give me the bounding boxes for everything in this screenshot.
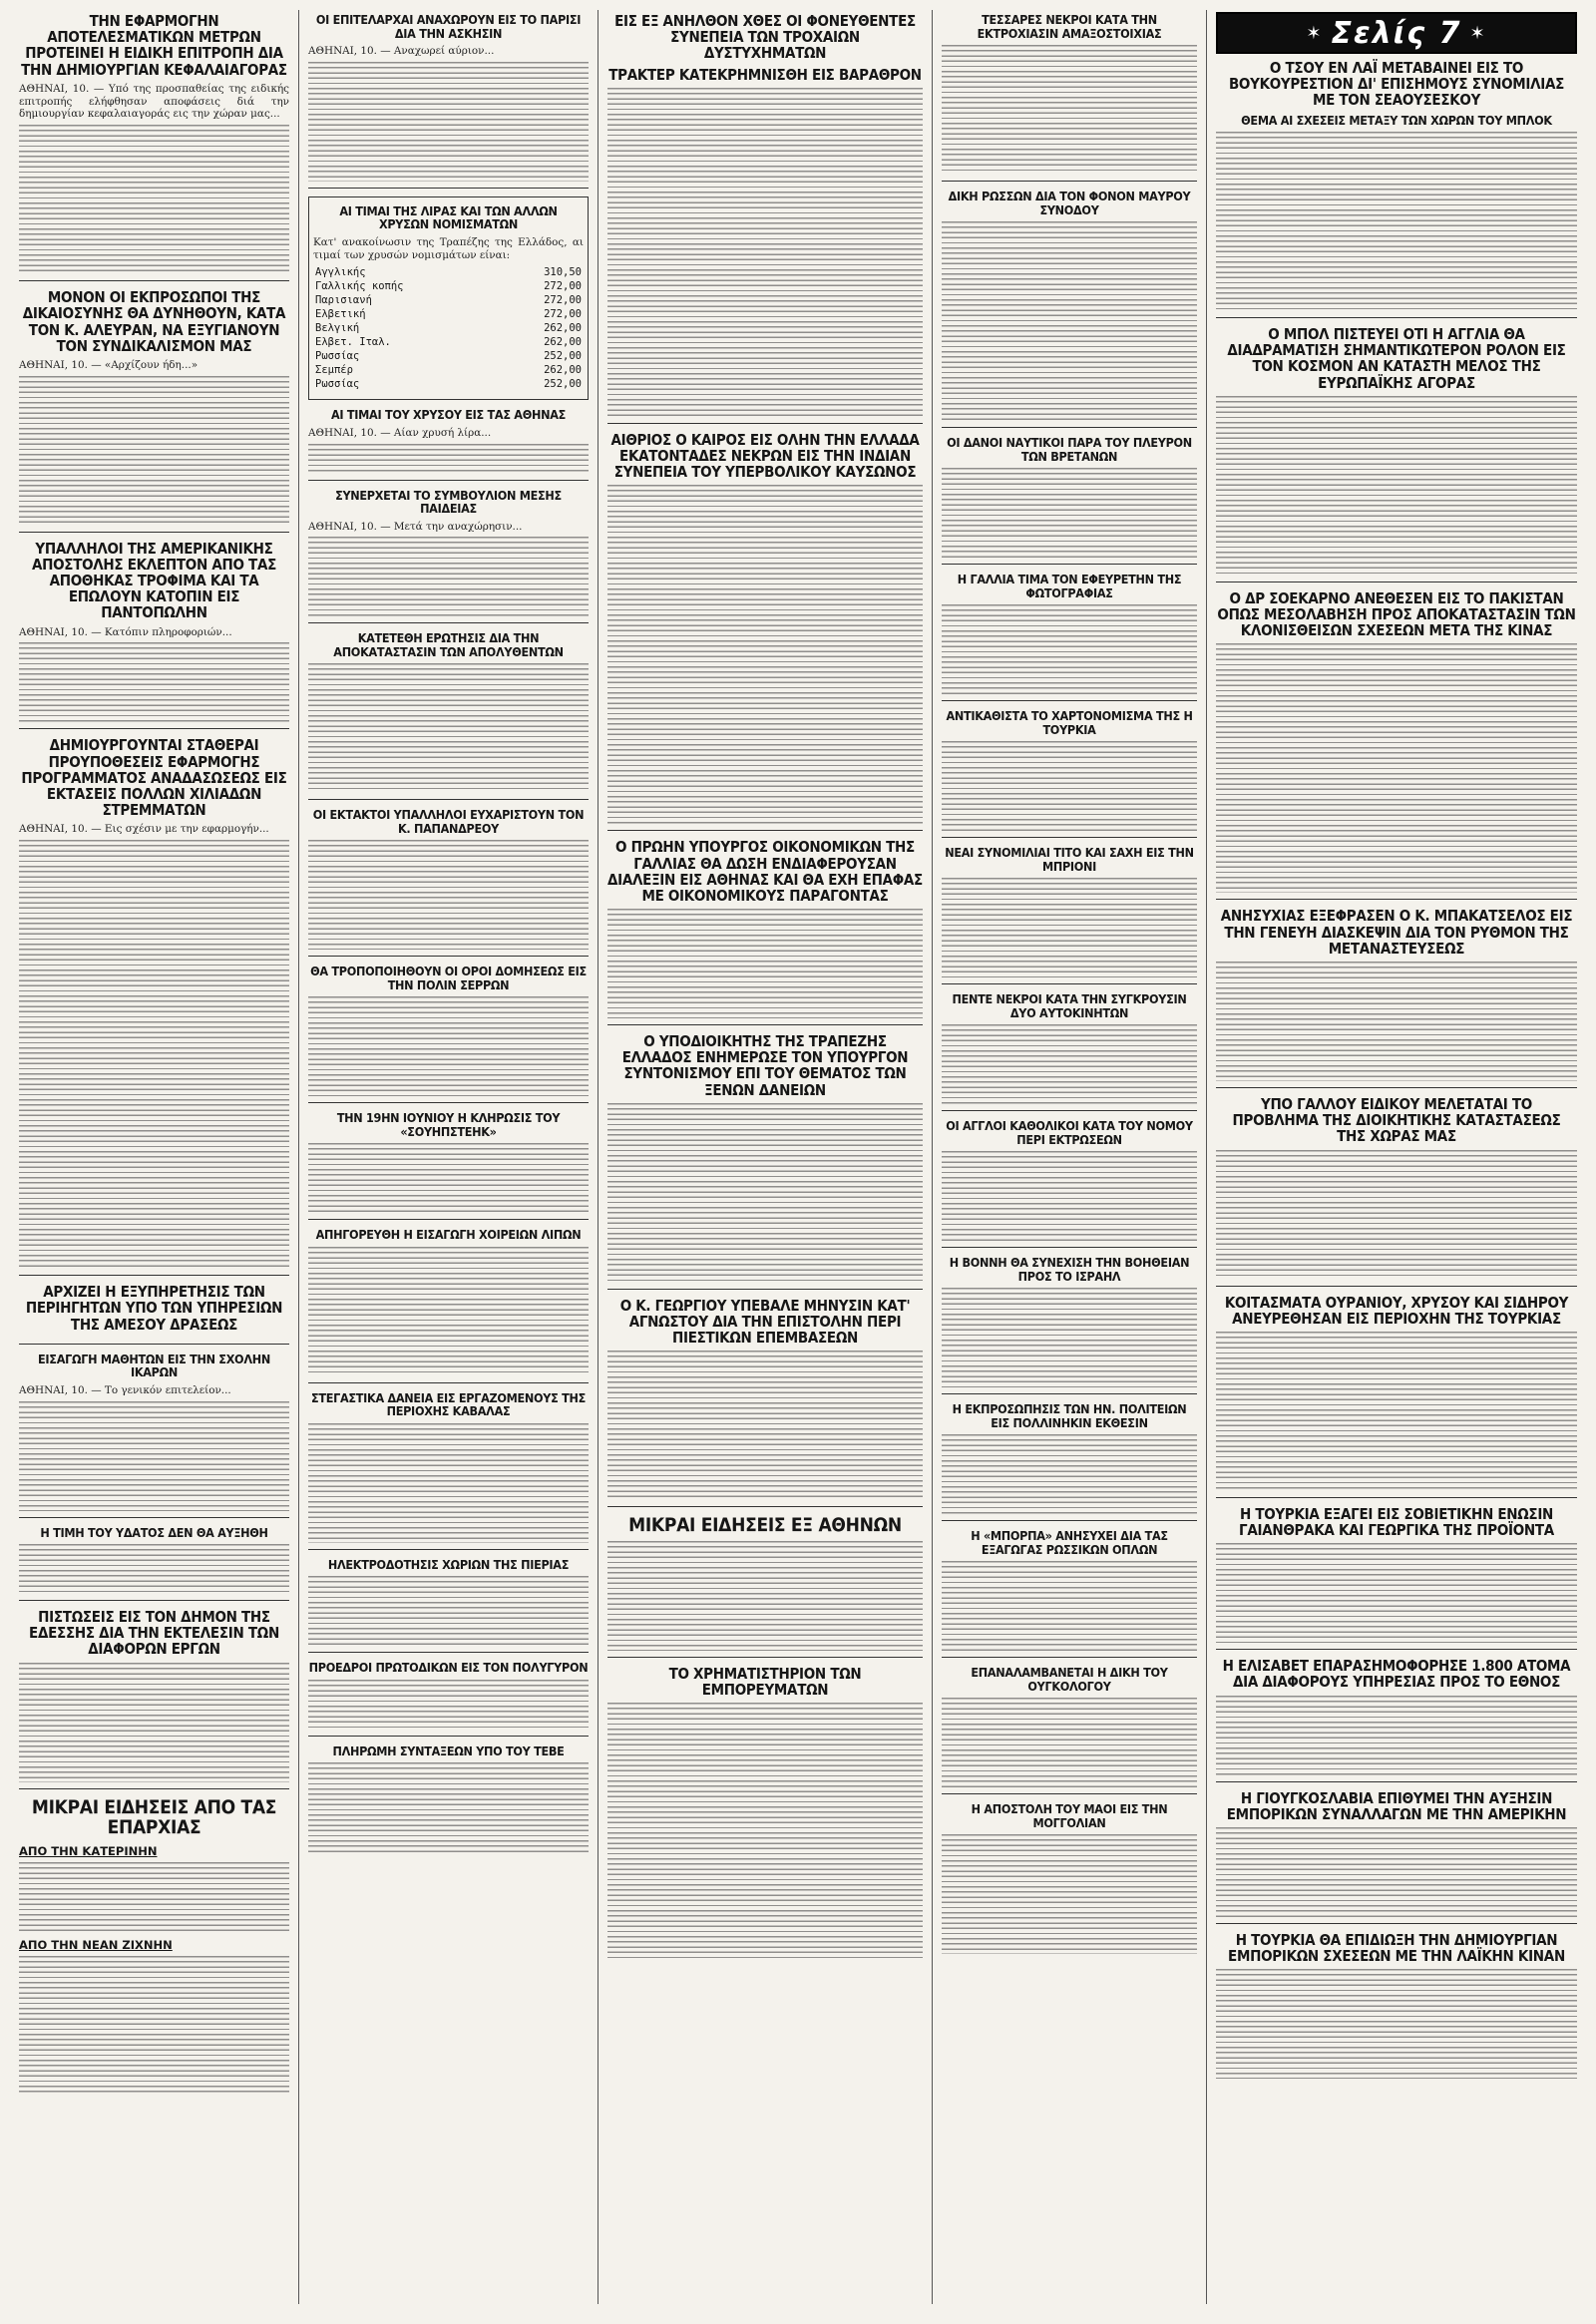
article xyxy=(19,13,289,281)
gold-price-row xyxy=(313,321,584,335)
article-text xyxy=(607,1541,923,1651)
article xyxy=(942,1666,1197,1794)
headline: ΟΙ ΔΑΝΟΙ ΝΑΥΤΙΚΟΙ ΠΑΡΑ ΤΟΥ ΠΛΕΥΡΟΝ ΤΩΝ ΒΡΕΤΑΝΩΝ xyxy=(947,435,1192,464)
headline: ΕΠΑΝΑΛΑΜΒΑΝΕΤΑΙ Η ΔΙΚΗ ΤΟΥ ΟΥΓΚΟΛΟΓΟΥ xyxy=(971,1665,1168,1694)
headline: ΟΙ ΕΚΤΑΚΤΟΙ ΥΠΑΛΛΗΛΟΙ ΕΥΧΑΡΙΣΤΟΥΝ ΤΟΝ Κ. ΠΑΠΑΝΔΡΕΟΥ xyxy=(312,807,585,836)
page-masthead: ✶ Σελίς 7 ✶ xyxy=(1216,12,1577,54)
column-4 xyxy=(933,10,1207,2304)
article-text xyxy=(942,221,1197,421)
coin-name: Ρωσσίας xyxy=(315,378,360,391)
article-text xyxy=(19,376,289,526)
article-text xyxy=(607,909,923,1018)
article xyxy=(942,573,1197,701)
article xyxy=(942,709,1197,838)
headline: ΕΙΣ ΕΞ ΑΝΗΛΘΟΝ ΧΘΕΣ ΟΙ ΦΟΝΕΥΘΕΝΤΕΣ ΣΥΝΕΠΕΙΑ ΤΩΝ ΤΡΟΧΑΙΩΝ ΔΥΣΤΥΧΗΜΑΤΩΝ xyxy=(614,12,916,63)
column-3 xyxy=(598,10,933,2304)
coin-price: 272,00 xyxy=(544,308,582,321)
article-text xyxy=(1216,643,1577,893)
headline: ΠΙΣΤΩΣΕΙΣ ΕΙΣ ΤΟΝ ΔΗΜΟΝ ΤΗΣ ΕΔΕΣΣΗΣ ΔΙΑ ΤΗΝ ΕΚΤΕΛΕΣΙΝ ΤΩΝ ΔΙΑΦΟΡΩΝ ΕΡΓΩΝ xyxy=(29,1608,279,1659)
article xyxy=(19,1526,289,1602)
headline: ΜΙΚΡΑΙ ΕΙΔΗΣΕΙΣ ΕΞ ΑΘΗΝΩΝ xyxy=(628,1514,902,1537)
article xyxy=(942,1402,1197,1521)
article xyxy=(1216,1790,1577,1924)
article xyxy=(942,1802,1197,1960)
headline: ΤΟ ΧΡΗΜΑΤΙΣΤΗΡΙΟΝ ΤΩΝ ΕΜΠΟΡΕΥΜΑΤΩΝ xyxy=(668,1664,862,1700)
article-text xyxy=(308,663,589,793)
headline: ΑΙ ΤΙΜΑΙ ΤΟΥ ΧΡΥΣΟΥ ΕΙΣ ΤΑΣ ΑΘΗΝΑΣ xyxy=(331,407,566,423)
article-text xyxy=(1216,1969,1577,2079)
coin-name: Αγγλικής xyxy=(315,266,366,279)
article xyxy=(19,289,289,533)
article-body: ΑΘΗΝΑΙ, 10. — Εις σχέσιν με την εφαρμογήν... xyxy=(19,823,269,836)
gold-price-row xyxy=(313,307,584,321)
headline: ΔΗΜΙΟΥΡΓΟΥΝΤΑΙ ΣΤΑΘΕΡΑΙ ΠΡΟΥΠΟΘΕΣΕΙΣ ΕΦΑΡΜΟΓΗΣ ΠΡΟΓΡΑΜΜΑΤΟΣ ΑΝΑΔΑΣΩΣΕΩΣ ΕΙΣ ΕΚΤΑΣΕΙΣ ΠΟΛΛΩΝ ΧΙΛΙΑΔΩΝ ΣΤΡΕΜΜΑΤΩΝ xyxy=(21,736,287,820)
headline: Η ΕΚΠΡΟΣΩΠΗΣΙΣ ΤΩΝ ΗΝ. ΠΟΛΙΤΕΙΩΝ ΕΙΣ ΠΟΛΛΙΝΗΚΙΝ ΕΚΘΕΣΙΝ xyxy=(952,1401,1187,1430)
headline: ΚΑΤΕΤΕΘΗ ΕΡΩΤΗΣΙΣ ΔΙΑ ΤΗΝ ΑΠΟΚΑΤΑΣΤΑΣΙΝ ΤΩΝ ΑΠΟΛΥΘΕΝΤΩΝ xyxy=(333,630,564,659)
article-text xyxy=(1216,1696,1577,1775)
province-section xyxy=(19,1797,289,2102)
headline: ΤΕΣΣΑΡΕΣ ΝΕΚΡΟΙ ΚΑΤΑ ΤΗΝ ΕΚΤΡΟΧΙΑΣΙΝ ΑΜΑΞΟΣΤΟΙΧΙΑΣ xyxy=(977,12,1162,41)
headline: ΠΛΗΡΩΜΗ ΣΥΝΤΑΞΕΩΝ ΥΠΟ ΤΟΥ ΤΕΒΕ xyxy=(332,1743,565,1758)
article-text xyxy=(19,1862,289,1932)
headline: ΠΕΝΤΕ ΝΕΚΡΟΙ ΚΑΤΑ ΤΗΝ ΣΥΓΚΡΟΥΣΙΝ ΔΥΟ ΑΥΤΟΚΙΝΗΤΩΝ xyxy=(952,991,1187,1020)
article-text xyxy=(942,1834,1197,1954)
gold-prices-box xyxy=(308,196,589,401)
coin-price: 272,00 xyxy=(544,280,582,293)
article xyxy=(1216,60,1577,318)
headline: ΕΙΣΑΓΩΓΗ ΜΑΘΗΤΩΝ ΕΙΣ ΤΗΝ ΣΧΟΛΗΝ ΙΚΑΡΩΝ xyxy=(38,1351,270,1380)
gold-price-row xyxy=(313,279,584,293)
article xyxy=(942,1529,1197,1658)
gold-price-row xyxy=(313,335,584,349)
article xyxy=(1216,1932,1577,2085)
coin-price: 252,00 xyxy=(544,378,582,391)
article-text xyxy=(942,468,1197,558)
coin-price: 252,00 xyxy=(544,350,582,363)
headline: Ο ΔΡ ΣΟΕΚΑΡΝΟ ΑΝΕΘΕΣΕΝ ΕΙΣ ΤΟ ΠΑΚΙΣΤΑΝ ΟΠΩΣ ΜΕΣΟΛΑΒΗΣΗ ΠΡΟΣ ΑΠΟΚΑΤΑΣΤΑΣΙΝ ΤΩΝ ΚΛΟΝΙΣΘΕΙΣΩΝ ΣΧΕΣΕΩΝ ΜΕΤΑ ΤΗΣ ΚΙΝΑΣ xyxy=(1217,588,1576,640)
article xyxy=(19,1609,289,1789)
article-text xyxy=(1216,1543,1577,1643)
article-text xyxy=(308,444,589,474)
subheading: ΑΠΟ ΤΗΝ ΝΕΑΝ ΖΙΧΝΗΝ xyxy=(19,1937,173,1952)
headline: ΚΟΙΤΑΣΜΑΤΑ ΟΥΡΑΝΙΟΥ, ΧΡΥΣΟΥ ΚΑΙ ΣΙΔΗΡΟΥ ΑΝΕΥΡΕΘΗΣΑΝ ΕΙΣ ΠΕΡΙΟΧΗΝ ΤΗΣ ΤΟΥΡΚΙΑΣ xyxy=(1224,1293,1569,1328)
article-text xyxy=(607,1703,923,1962)
article-body: ΑΘΗΝΑΙ, 10. — Υπό της προσπαθείας της ειδικής επιτροπής ελήφθησαν αποφάσεις διά την δημιουργίαν κεφαλαιαγοράς εις την χώραν μας... xyxy=(19,82,289,121)
headline: ΤΗΝ 19ΗΝ ΙΟΥΝΙΟΥ Η ΚΛΗΡΩΣΙΣ ΤΟΥ «ΣΟΥΗΠΣΤΕΗΚ» xyxy=(336,1110,561,1139)
headline: ΥΠΟ ΓΑΛΛΟΥ ΕΙΔΙΚΟΥ ΜΕΛΕΤΑΤΑΙ ΤΟ ΠΡΟΒΛΗΜΑ ΤΗΣ ΔΙΟΙΚΗΤΙΚΗΣ ΚΑΤΑΣΤΑΣΕΩΣ ΤΗΣ ΧΩΡΑΣ ΜΑΣ xyxy=(1232,1094,1561,1146)
headline: Η «ΜΠΟΡΠΑ» ΑΝΗΣΥΧΕΙ ΔΙΑ ΤΑΣ ΕΞΑΓΩΓΑΣ ΡΩΣΣΙΚΩΝ ΟΠΛΩΝ xyxy=(971,1528,1168,1557)
headline: ΜΙΚΡΑΙ ΕΙΔΗΣΕΙΣ ΑΠΟ ΤΑΣ ΕΠΑΡΧΙΑΣ xyxy=(31,1795,277,1839)
article xyxy=(308,808,589,957)
article xyxy=(1216,1096,1577,1287)
article xyxy=(308,1744,589,1859)
article xyxy=(308,489,589,624)
article xyxy=(1216,908,1577,1088)
coin-price: 262,00 xyxy=(544,336,582,349)
headline: Η ΤΙΜΗ ΤΟΥ ΥΔΑΤΟΣ ΔΕΝ ΘΑ ΑΥΞΗΘΗ xyxy=(40,1524,268,1540)
article-text xyxy=(942,1698,1197,1787)
headline: Η ΓΑΛΛΙΑ ΤΙΜΑ ΤΟΝ ΕΦΕΥΡΕΤΗΝ ΤΗΣ ΦΩΤΟΓΡΑΦΙΑΣ xyxy=(957,572,1182,600)
article-body: ΑΘΗΝΑΙ, 10. — Κατόπιν πληροφοριών... xyxy=(19,625,232,638)
headline: ΑΝΗΣΥΧΙΑΣ ΕΞΕΦΡΑΣΕΝ Ο Κ. ΜΠΑΚΑΤΣΕΛΟΣ ΕΙΣ ΤΗΝ ΓΕΝΕΥΗ ΔΙΑΣΚΕΨΙΝ ΔΙΑ ΤΟΝ ΡΥΘΜΟΝ ΤΗΣ ΜΕΤΑΝΑΣΤΕΥΣΕΩΣ xyxy=(1220,907,1573,958)
headline: ΤΗΝ ΕΦΑΡΜΟΓΗΝ ΑΠΟΤΕΛΕΣΜΑΤΙΚΩΝ ΜΕΤΡΩΝ ΠΡΟΤΕΙΝΕΙ Η ΕΙΔΙΚΗ ΕΠΙΤΡΟΠΗ ΔΙΑ ΤΗΝ ΔΗΜΙΟΥΡΓΙΑΝ ΚΕΦΑΛΑΙΑΓΟΡΑΣ xyxy=(21,12,287,79)
headline: Η ΓΙΟΥΓΚΟΣΛΑΒΙΑ ΕΠΙΘΥΜΕΙ ΤΗΝ ΑΥΞΗΣΙΝ ΕΜΠΟΡΙΚΩΝ ΣΥΝΑΛΛΑΓΩΝ ΜΕ ΤΗΝ ΑΜΕΡΙΚΗΝ xyxy=(1226,1788,1567,1823)
article xyxy=(942,992,1197,1111)
article-text xyxy=(1216,132,1577,311)
article-text xyxy=(19,642,289,722)
headline: Ο ΜΠΟΛ ΠΙΣΤΕΥΕΙ ΟΤΙ Η ΑΓΓΛΙΑ ΘΑ ΔΙΑΔΡΑΜΑΤΙΣΗ ΣΗΜΑΝΤΙΚΩΤΕΡΟΝ ΡΟΛΟΝ ΕΙΣ ΤΟΝ ΚΟΣΜΟΝ ΑΝ ΚΑΤΑΣΤΗ ΜΕΛΟΣ ΤΗΣ ΕΥΡΩΠΑΪΚΗΣ ΑΓΟΡΑΣ xyxy=(1227,325,1566,392)
column-1 xyxy=(10,10,299,2304)
article xyxy=(19,1353,289,1518)
article-text xyxy=(308,1423,589,1543)
coin-name: Βελγική xyxy=(315,322,360,335)
headline: ΑΝΤΙΚΑΘΙΣΤΑ ΤΟ ΧΑΡΤΟΝΟΜΙΣΜΑ ΤΗΣ Η ΤΟΥΡΚΙΑ xyxy=(946,708,1193,737)
article-text xyxy=(942,1151,1197,1241)
article-body: Κατ' ανακοίνωσιν της Τραπέζης της Ελλάδος, αι τιμαί των χρυσών νομισμάτων είναι: xyxy=(313,235,584,261)
coin-price: 262,00 xyxy=(544,322,582,335)
article xyxy=(308,13,589,189)
headline: ΘΑ ΤΡΟΠΟΠΟΙΗΘΟΥΝ ΟΙ ΟΡΟΙ ΔΟΜΗΣΕΩΣ ΕΙΣ ΤΗΝ ΠΟΛΙΝ ΣΕΡΡΩΝ xyxy=(310,964,587,992)
article-text xyxy=(607,1103,923,1283)
article xyxy=(607,1515,923,1658)
article-body: ΑΘΗΝΑΙ, 10. — Αναχωρεί αύριον... xyxy=(308,45,495,57)
article-text xyxy=(1216,1827,1577,1917)
coin-name: Γαλλικής κοπής xyxy=(315,280,404,293)
article xyxy=(607,13,923,424)
headline: ΑΡΧΙΖΕΙ Η ΕΞΥΠΗΡΕΤΗΣΙΣ ΤΩΝ ΠΕΡΙΗΓΗΤΩΝ ΥΠΟ ΤΩΝ ΥΠΗΡΕΣΙΩΝ ΤΗΣ ΑΜΕΣΟΥ ΔΡΑΣΕΩΣ xyxy=(25,1283,283,1334)
article-text xyxy=(308,1680,589,1730)
article-text xyxy=(942,45,1197,175)
article-body: ΑΘΗΝΑΙ, 10. — Μετά την αναχώρησιν... xyxy=(308,520,523,533)
article xyxy=(607,432,923,832)
article-text xyxy=(19,1956,289,2096)
article-text xyxy=(607,88,923,417)
article-text xyxy=(308,1247,589,1376)
article xyxy=(942,1119,1197,1248)
article-text xyxy=(1216,1150,1577,1280)
headline: Η ΤΟΥΡΚΙΑ ΕΞΑΓΕΙ ΕΙΣ ΣΟΒΙΕΤΙΚΗΝ ΕΝΩΣΙΝ ΓΑΙΑΝΘΡΑΚΑ ΚΑΙ ΓΕΩΡΓΙΚΑ ΤΗΣ ΠΡΟΪΟΝΤΑ xyxy=(1239,1504,1554,1540)
article xyxy=(1216,1295,1577,1498)
article-text xyxy=(1216,396,1577,576)
coin-name: Ελβετική xyxy=(315,308,366,321)
article xyxy=(1216,1506,1577,1650)
headline: ΣΥΝΕΡΧΕΤΑΙ ΤΟ ΣΥΜΒΟΥΛΙΟΝ ΜΕΣΗΣ ΠΑΙΔΕΙΑΣ xyxy=(335,487,562,517)
article xyxy=(308,408,589,480)
article xyxy=(607,1298,923,1508)
gold-price-row xyxy=(313,377,584,391)
article-body: ΑΘΗΝΑΙ, 10. — Το γενικόν επιτελείον... xyxy=(19,1383,231,1396)
article xyxy=(308,1558,589,1654)
article-text xyxy=(942,878,1197,977)
article xyxy=(1216,1658,1577,1781)
article-text xyxy=(19,125,289,274)
headline: ΟΙ ΕΠΙΤΕΛΑΡΧΑΙ ΑΝΑΧΩΡΟΥΝ ΕΙΣ ΤΟ ΠΑΡΙΣΙ ΔΙΑ ΤΗΝ ΑΣΚΗΣΙΝ xyxy=(315,12,582,41)
article xyxy=(308,965,589,1103)
coin-name: Ρωσσίας xyxy=(315,350,360,363)
headline: ΑΙ ΤΙΜΑΙ ΤΗΣ ΛΙΡΑΣ ΚΑΙ ΤΩΝ ΑΛΛΩΝ ΧΡΥΣΩΝ ΝΟΜΙΣΜΑΤΩΝ xyxy=(339,202,558,232)
headline: ΗΛΕΚΤΡΟΔΟΤΗΣΙΣ ΧΩΡΙΩΝ ΤΗΣ ΠΙΕΡΙΑΣ xyxy=(327,1556,570,1572)
article-text xyxy=(942,741,1197,831)
article-text xyxy=(607,1351,923,1500)
article-text xyxy=(607,485,923,824)
article xyxy=(19,1284,289,1345)
headline: ΤΡΑΚΤΕΡ ΚΑΤΕΚΡΗΜΝΙΣΘΗ ΕΙΣ ΒΑΡΑΘΡΟΝ xyxy=(608,65,922,84)
headline: ΑΠΗΓΟΡΕΥΘΗ Η ΕΙΣΑΓΩΓΗ ΧΟΙΡΕΙΩΝ ΛΙΠΩΝ xyxy=(315,1227,582,1243)
article-text xyxy=(308,996,589,1096)
article-text xyxy=(1216,962,1577,1081)
headline: ΥΠΑΛΛΗΛΟΙ ΤΗΣ ΑΜΕΡΙΚΑΝΙΚΗΣ ΑΠΟΣΤΟΛΗΣ ΕΚΛΕΠΤΟΝ ΑΠΟ ΤΑΣ ΑΠΟΘΗΚΑΣ ΤΡΟΦΙΜΑ ΚΑΙ ΤΑ ΕΠΩΛΟΥΝ ΚΑΤΟΠΙΝ ΕΙΣ ΠΑΝΤΟΠΩΛΗΝ xyxy=(31,539,277,622)
subheading: ΑΠΟ ΤΗΝ ΚΑΤΕΡΙΝΗΝ xyxy=(19,1843,158,1858)
gold-price-row xyxy=(313,265,584,279)
article-text xyxy=(942,1561,1197,1651)
column-2 xyxy=(299,10,598,2304)
headline: Ο Κ. ΓΕΩΡΓΙΟΥ ΥΠΕΒΑΛΕ ΜΗΝΥΣΙΝ ΚΑΤ' ΑΓΝΩΣΤΟΥ ΔΙΑ ΤΗΝ ΕΠΙΣΤΟΛΗΝ ΠΕΡΙ ΠΙΕΣΤΙΚΩΝ ΕΠΕΜΒΑΣΕΩΝ xyxy=(619,1296,911,1348)
article xyxy=(607,839,923,1025)
article-text xyxy=(942,1434,1197,1514)
gold-price-row xyxy=(313,349,584,363)
article xyxy=(19,737,289,1276)
headline: ΣΤΕΓΑΣΤΙΚΑ ΔΑΝΕΙΑ ΕΙΣ ΕΡΓΑΖΟΜΕΝΟΥΣ ΤΗΣ ΠΕΡΙΟΧΗΣ ΚΑΒΑΛΑΣ xyxy=(310,1389,586,1419)
headline: ΑΙΘΡΙΟΣ Ο ΚΑΙΡΟΣ ΕΙΣ ΟΛΗΝ ΤΗΝ ΕΛΛΑΔΑ ΕΚΑΤΟΝΤΑΔΕΣ ΝΕΚΡΩΝ ΕΙΣ ΤΗΝ ΙΝΔΙΑΝ ΣΥΝΕΠΕΙΑ ΤΟΥ ΥΠΕΡΒΟΛΙΚΟΥ ΚΑΥΣΩΝΟΣ xyxy=(610,430,920,482)
coin-name: Ελβετ. Ιταλ. xyxy=(315,336,391,349)
headline: Η ΒΟΝΝΗ ΘΑ ΣΥΝΕΧΙΣΗ ΤΗΝ ΒΟΗΘΕΙΑΝ ΠΡΟΣ ΤΟ ΙΣΡΑΗΛ xyxy=(949,1255,1190,1284)
headline: Η ΤΟΥΡΚΙΑ ΘΑ ΕΠΙΔΙΩΞΗ ΤΗΝ ΔΗΜΙΟΥΡΓΙΑΝ ΕΜΠΟΡΙΚΩΝ ΣΧΕΣΕΩΝ ΜΕ ΤΗΝ ΛΑΪΚΗΝ ΚΙΝΑΝ xyxy=(1228,1931,1565,1966)
article-text xyxy=(942,1288,1197,1387)
article-text xyxy=(308,62,589,182)
headline: Η ΑΠΟΣΤΟΛΗ ΤΟΥ ΜΑΟΙ ΕΙΣ ΤΗΝ ΜΟΓΓΟΛΙΑΝ xyxy=(971,1801,1168,1830)
article xyxy=(1216,326,1577,582)
article-body: ΑΘΗΝΑΙ, 10. — Αίαν χρυσή λίρα... xyxy=(308,426,492,439)
article-text xyxy=(308,840,589,950)
coin-name: Παρισιανή xyxy=(315,294,372,307)
gold-price-table xyxy=(313,265,584,391)
headline: ΟΙ ΑΓΓΛΟΙ ΚΑΘΟΛΙΚΟΙ ΚΑΤΑ ΤΟΥ ΝΟΜΟΥ ΠΕΡΙ ΕΚΤΡΩΣΕΩΝ xyxy=(946,1118,1193,1147)
article-text xyxy=(308,537,589,616)
article xyxy=(942,436,1197,565)
article-body: ΑΘΗΝΑΙ, 10. — «Αρχίζουν ήδη...» xyxy=(19,358,199,371)
article xyxy=(1216,590,1577,901)
headline: ΔΙΚΗ ΡΩΣΣΩΝ ΔΙΑ ΤΟΝ ΦΟΝΟΝ ΜΑΥΡΟΥ ΣΥΝΟΔΟΥ xyxy=(948,189,1191,217)
article xyxy=(607,1033,923,1290)
article-text xyxy=(19,1663,289,1782)
newspaper-page xyxy=(10,10,1586,2304)
article-text xyxy=(1216,1332,1577,1491)
headline: Η ΕΛΙΣΑΒΕΤ ΕΠΑΡΑΣΗΜΟΦΟΡΗΣΕ 1.800 ΑΤΟΜΑ ΔΙΑ ΔΙΑΦΟΡΟΥΣ ΥΠΗΡΕΣΙΑΣ ΠΡΟΣ ΤΟ ΕΘΝΟΣ xyxy=(1222,1657,1571,1692)
gold-price-row xyxy=(313,293,584,307)
article xyxy=(308,631,589,800)
article xyxy=(607,1666,923,1968)
article xyxy=(942,190,1197,428)
article-text xyxy=(19,1401,289,1511)
headline: Ο ΠΡΩΗΝ ΥΠΟΥΡΓΟΣ ΟΙΚΟΝΟΜΙΚΩΝ ΤΗΣ ΓΑΛΛΙΑΣ ΘΑ ΔΩΣΗ ΕΝΔΙΑΦΕΡΟΥΣΑΝ ΔΙΑΛΕΞΙΝ ΕΙΣ ΑΘΗΝΑΣ ΚΑΙ ΘΑ ΕΧΗ ΕΠΑΦΑΣ ΜΕ ΟΙΚΟΝΟΜΙΚΟΥΣ ΠΑΡΑΓΟΝΤΑΣ xyxy=(607,838,923,905)
article-text xyxy=(308,1576,589,1646)
coin-price: 272,00 xyxy=(544,294,582,307)
headline: Ο ΤΣΟΥ ΕΝ ΛΑΪ ΜΕΤΑΒΑΙΝΕΙ ΕΙΣ ΤΟ ΒΟΥΚΟΥΡΕΣΤΙΟΝ ΔΙ' ΕΠΙΣΗΜΟΥΣ ΣΥΝΟΜΙΛΙΑΣ ΜΕ ΤΟΝ ΣΕΑΟΥΣΕΣΚΟΥ xyxy=(1228,59,1565,110)
coin-price: 262,00 xyxy=(544,364,582,377)
article-text xyxy=(942,604,1197,694)
headline: ΜΟΝΟΝ ΟΙ ΕΚΠΡΟΣΩΠΟΙ ΤΗΣ ΔΙΚΑΙΟΣΥΝΗΣ ΘΑ ΔΥΝΗΘΟΥΝ, ΚΑΤΑ ΤΟΝ Κ. ΑΛΕΥΡΑΝ, ΝΑ ΕΞΥΓΙΑΝΟΥΝ ΤΟΝ ΣΥΝΔΙΚΑΛΙΣΜΟΝ ΜΑΣ xyxy=(22,288,286,355)
article xyxy=(308,1111,589,1220)
article xyxy=(942,1256,1197,1394)
article-text xyxy=(19,1544,289,1594)
headline: Ο ΥΠΟΔΙΟΙΚΗΤΗΣ ΤΗΣ ΤΡΑΠΕΖΗΣ ΕΛΛΑΔΟΣ ΕΝΗΜΕΡΩΣΕ ΤΟΝ ΥΠΟΥΡΓΟΝ ΣΥΝΤΟΝΙΣΜΟΥ ΕΠΙ ΤΟΥ ΘΕΜΑΤΟΣ ΤΩΝ ΞΕΝΩΝ ΔΑΝΕΙΩΝ xyxy=(621,1032,909,1099)
article xyxy=(19,541,289,730)
headline: ΝΕΑΙ ΣΥΝΟΜΙΛΙΑΙ ΤΙΤΟ ΚΑΙ ΣΑΧΗ ΕΙΣ ΤΗΝ ΜΠΡΙΟΝΙ xyxy=(945,845,1194,874)
article-text xyxy=(19,840,289,1269)
article xyxy=(308,1228,589,1383)
subheadline: ΘΕΜΑ ΑΙ ΣΧΕΣΕΙΣ ΜΕΤΑΞΥ ΤΩΝ ΧΩΡΩΝ ΤΟΥ ΜΠΛΟΚ xyxy=(1241,112,1552,128)
coin-name: Σεμπέρ xyxy=(315,364,353,377)
headline: ΠΡΟΕΔΡΟΙ ΠΡΩΤΟΔΙΚΩΝ ΕΙΣ ΤΟΝ ΠΟΛΥΓΥΡΟΝ xyxy=(308,1660,589,1676)
gold-price-row xyxy=(313,363,584,377)
article xyxy=(308,1661,589,1737)
coin-price: 310,50 xyxy=(544,266,582,279)
article xyxy=(942,13,1197,182)
article-text xyxy=(942,1024,1197,1104)
article-text xyxy=(308,1143,589,1213)
article xyxy=(942,846,1197,984)
article-text xyxy=(308,1762,589,1852)
article xyxy=(308,1391,589,1550)
column-5 xyxy=(1207,10,1586,2304)
